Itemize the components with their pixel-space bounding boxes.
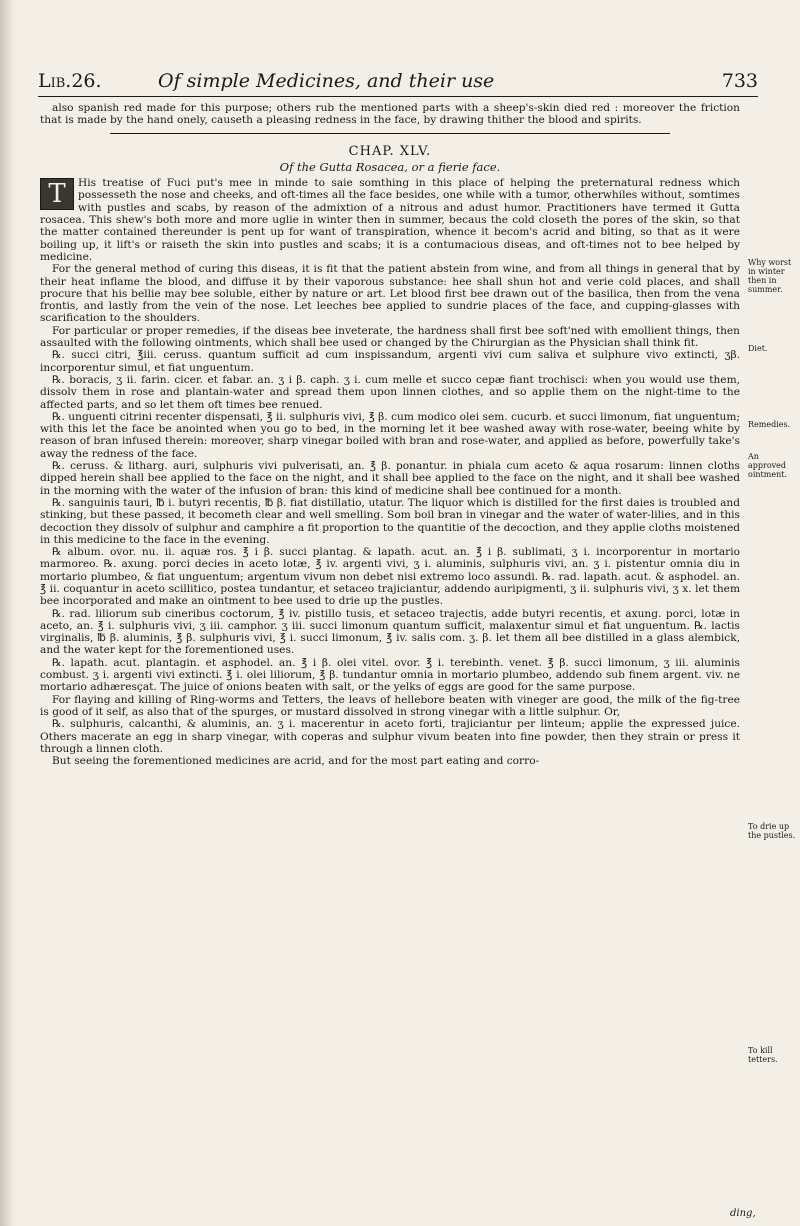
recipe-8: ℞. lapath. acut. plantagin. et asphodel. an. ℥ i β. olei vitel. ovor. ℥ i. terebinth. venet. ℥ β. succi limonum, ʒ iii. aluminis combust. ʒ i. argenti vivi extincti. ℥ i. olei liliorum, ℥ β. tundantur omnia in mortario plumbeo, addendo sub finem argent. viv. ne mortario adhæresçat. The juice of onions beaten with salt, or the yelks of eggs are good for the same purpose. bbox=[40, 656, 740, 694]
book-number: Lib.26. bbox=[38, 70, 102, 92]
main-text bbox=[40, 102, 740, 767]
running-title: Of simple Medicines, and their use bbox=[158, 70, 495, 92]
recipe-3: ℞. unguenti citrini recenter dispensati, ℥ ii. sulphuris vivi, ℥ β. cum modico olei sem. cucurb. et succi limonum, fiat unguentum; with this let the face be anointed when you go to bed, in the morning let it bee washed away with rose-water, beeing white by reason of bran infused therein: moreover, sharp vinegar boiled with bran and rose-water, and applied as before, powerfully take's away the redness of the face. bbox=[40, 410, 740, 460]
running-header bbox=[38, 70, 758, 97]
closing-paragraph: But seeing the forementioned medicines are acrid, and for the most part eating and corro- bbox=[52, 755, 540, 768]
drop-capital: T bbox=[40, 178, 74, 210]
margin-note-tetters: To kill tetters. bbox=[748, 1046, 778, 1064]
catchword: ding, bbox=[730, 1208, 756, 1219]
tetters-paragraph: For flaying and killing of Ring-worms and Tetters, the leavs of hellebore beaten with vineger are good, the milk of the fig-tree is good of it self, as also that of the spurges, or mustard dissolved in strong vinegar with a little sulphur. Or, bbox=[40, 693, 740, 718]
remedies-paragraph: For particular or proper remedies, if the diseas bee inveterate, the hardness shall first bee soft'ned with emollient things, then assaulted with the following ointments, which shall bee used or changed by the Chirurgian as the Physician shall think fit. bbox=[40, 324, 740, 350]
method-paragraph: For the general method of curing this diseas, it is fit that the patient abstein from wine, and from all things in general that by their heat inflame the blood, and diffuse it by their vaporous substance: hee shall shun hot and verie cold places, and shall procure that his bellie may bee soluble, either by nature or art. Let blood first bee drawn out of the basilica, then from the vena frontis, and lastly from the vein of the nose. Let leeches bee applied to sundrie places of the face, and cupping-glasses with scarification to the shoulders. bbox=[40, 263, 740, 325]
chapter-rule bbox=[110, 133, 670, 134]
recipe-7: ℞. rad. liliorum sub cineribus coctorum, ℥ iv. pistillo tusis, et setaceo trajectis, adde butyri recentis, et axung. porci, lotæ in aceto, an. ℥ i. sulphuris vivi, ʒ iii. camphor. ʒ iii. succi limonum quantum sufficit, malaxentur simul et fiat unguentum. ℞. lactis virginalis, ℔ β. aluminis, ℥ β. sulphuris vivi, ℥ i. succi limonum, ℥ iv. salis com. ʒ. β. let them all bee distilled in a glass alembick, and the water kept for the forementioned uses. bbox=[40, 607, 740, 657]
recipe-2: ℞. boracis, ʒ ii. farin. cicer. et fabar. an. ʒ i β. caph. ʒ i. cum melle et succo cepæ fiant trochisci: when you would use them, dissolv them in rose and plantain-water and spread them upon linnen clothes, and so applie them on the night-time to the affected parts, and so let them oft times bee renued. bbox=[40, 373, 740, 411]
intro-paragraph: also spanish red made for this purpose; others rub the mentioned parts with a sheep's-skin died red : moreover the friction that is made by the hand onely, causeth a pleasing redness in the face, by drawing thither the blood and spirits. bbox=[40, 102, 740, 127]
margin-note-diet: Diet. bbox=[748, 344, 768, 353]
recipe-4: ℞. ceruss. & litharg. auri, sulphuris vivi pulverisati, an. ℥ β. ponantur. in phiala cum aceto & aqua rosarum: linnen cloths dipped herein shall bee applied to the face on the night, and it shall bee applied to the face on the night, and it shall bee washed in the morning with the water of the infusion of bran: this kind of medicine shall bee continued for a month. bbox=[40, 460, 740, 497]
margin-note-ointment: An approved ointment. bbox=[748, 452, 787, 479]
margin-note-pustles: To drie up the pustles. bbox=[748, 822, 796, 840]
page-number: 733 bbox=[721, 70, 758, 92]
opening-text: His treatise of Fuci put's mee in minde to saie somthing in this place of helping the preternatural redness which possesseth the nose and cheeks, and oft-times all the face besides, one while with a tumor, otherwhiles without, somtimes with pustles and scabs, by reason of the admixtion of a nitrous and adust humor. Practitioners have termed it Gutta rosacea. This shew's both more and more uglie in winter then in summer, becaus the cold closeth the pores of the skin, so that the matter contained thereunder is pent up for want of transpiration, whence it becom's acrid and biting, so that as it were boiling up, it lift's or raiseth the skin into pustles and scabs; it is a contumacious diseas, and oft-times not to bee helped by medicine. bbox=[40, 177, 740, 263]
margin-note-remedies: Remedies. bbox=[748, 420, 791, 429]
recipe-6: ℞ album. ovor. nu. ii. aquæ ros. ℥ i β. succi plantag. & lapath. acut. an. ℥ i β. sublimati, ʒ i. incorporentur in mortario marmoreo. ℞. axung. porci decies in aceto lotæ, ℥ iv. argenti vivi, ʒ i. aluminis, sulphuris vivi, an. ʒ i. pistentur omnia diu in mortario plumbeo, & fiat unguentum; argentum vivum non debet nisi extremo loco assundi. ℞. rad. lapath. acut. & asphodel. an. ℥ ii. coquantur in aceto scillitico, postea tundantur, et setaceo trajiciantur, addendo auripigmenti, ʒ ii. sulphuris vivi, ʒ x. let them bee incorporated and make an ointment to bee used to drie up the pustles. bbox=[40, 546, 740, 608]
margin-note-winter: Why worst in winter then in summer. bbox=[748, 258, 792, 294]
recipe-9: ℞. sulphuris, calcanthi, & aluminis, an. ʒ i. macerentur in aceto forti, trajiciantur per linteum; applie the expressed juice. Others macerate an egg in sharp vinegar, with coperas and sulphur vivum beaten into fine powder, then they strain or press it through a linnen cloth. bbox=[40, 718, 740, 755]
chapter-subtitle: Of the Gutta Rosacea, or a fierie face. bbox=[279, 159, 501, 174]
opening-paragraph bbox=[40, 177, 740, 263]
recipe-1: ℞. succi citri, ℥iii. ceruss. quantum sufficit ad cum inspissandum, argenti vivi cum saliva et sulphure vivo extincti, ʒβ. incorporentur simul, et fiat unguentum. bbox=[40, 349, 740, 374]
page-fold-shadow bbox=[0, 0, 14, 1226]
recipe-5: ℞. sanguinis tauri, ℔ i. butyri recentis, ℔ β. fiat distillatio, utatur. The liquor which is distilled for the first daies is troubled and stinking, but these passed, it becometh clear and well smelling. Som boil bran in vinegar and the water of water-lilies, and in this decoction they dissolv of sulphur and camphire a fit proportion to the quantitie of the decoction, and they applie cloths moistened in this medicine to the face in the evening. bbox=[40, 496, 741, 546]
chapter-heading: CHAP. XLV. bbox=[348, 143, 432, 159]
